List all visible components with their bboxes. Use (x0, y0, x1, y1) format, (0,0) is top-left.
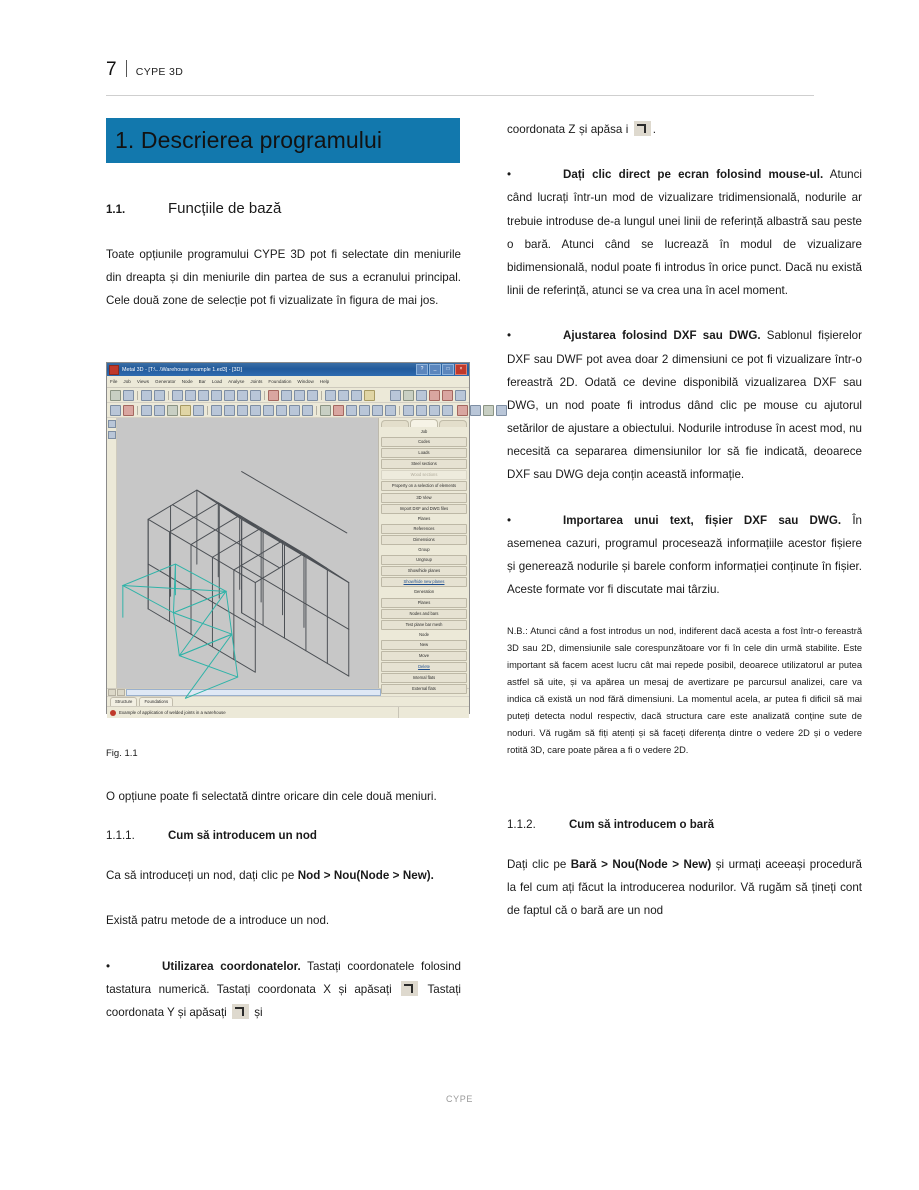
status-text: Example of application of welded joints in a warehouse (119, 710, 226, 715)
side-menu-item-loads[interactable]: Loads (381, 448, 467, 458)
side-menu-item-internal-flats[interactable]: Internal flats (381, 673, 467, 683)
toolbar-separator (137, 391, 138, 400)
figure-caption: Fig. 1.1 (106, 748, 138, 759)
continued-text-b: . (652, 123, 656, 136)
side-menu-item-delete[interactable]: Delete (381, 662, 467, 672)
left-column (106, 200, 461, 335)
toolbar-separator (168, 391, 169, 400)
bar-split-icon[interactable] (154, 405, 165, 416)
bullet-mouse-click (507, 163, 862, 302)
side-menu-item-wood-sections: Wood sections (381, 470, 467, 480)
side-menu-item-planes-generation[interactable]: Planes (381, 598, 467, 608)
side-menu-item-test-plane-bar-mesh[interactable]: Test plane bar mesh (381, 620, 467, 630)
vtool-pointer-icon[interactable] (108, 420, 116, 428)
node-delete-icon[interactable] (123, 405, 134, 416)
load-area-icon[interactable] (359, 405, 370, 416)
load-line-icon[interactable] (346, 405, 357, 416)
help-toolbar-icon[interactable] (455, 390, 466, 401)
side-menu-item-steel-sections[interactable]: Steel sections (381, 459, 467, 469)
help-button[interactable]: ? (416, 364, 428, 375)
bar-click-post: și urmați aceeași procedură la fel cum ați făcut la introducerea nodurilor. Vă rugăm să țineți cont de faptul că o bară are un nod (507, 857, 862, 917)
side-tab-2[interactable] (410, 419, 438, 427)
enter-key-icon (232, 1004, 249, 1019)
minimize-button[interactable]: _ (429, 364, 441, 375)
bar-group-icon[interactable] (167, 405, 178, 416)
close-button[interactable]: × (455, 364, 467, 375)
app-status-bar (107, 706, 469, 718)
after-figure-paragraph: O opțiune poate fi selectată dintre oricare din cele două meniuri. (106, 790, 437, 803)
offset-icon[interactable] (302, 405, 313, 416)
bar-click-pre: Dați clic pe (507, 857, 571, 871)
subsection-heading-node (106, 830, 461, 842)
side-tab-1[interactable] (381, 420, 409, 427)
render-icon[interactable] (416, 390, 427, 401)
vertical-toolbar (107, 418, 117, 688)
menu-item-analyse[interactable]: Analyse (228, 379, 245, 384)
bullet-mouse-text: Atunci când lucrați într-un mod de vizualizare tridimensională, nodurile ar trebuie introduse de-a lungul unei linii de referință albastră sau peste o bară. Atunci când se lucrează în modul de vizualizare bidimensională, nodul poate fi introdus în orice punct. Dacă nu există linii de referință, atunci se va crea una în acel moment. (507, 168, 862, 298)
menu-item-views[interactable]: Views (136, 379, 149, 384)
layers-icon[interactable] (338, 390, 349, 401)
chapter-title: 1. Descrierea programului (115, 127, 383, 153)
side-menu-group-planes: Planes (417, 515, 431, 521)
section-number: 1.1. (106, 204, 126, 216)
right-column (507, 118, 862, 944)
print-icon[interactable] (268, 390, 279, 401)
globe-icon[interactable] (390, 390, 401, 401)
bullet-coordinates-text-a: Tastați coordonatele folosind tastatura numerică. Tastați coordonata X și apăsați (106, 959, 461, 996)
side-menu-tabs (381, 419, 467, 427)
menu-item-file[interactable]: File (110, 379, 118, 384)
save-icon[interactable] (123, 390, 134, 401)
align-icon[interactable] (289, 405, 300, 416)
toolbar-separator (264, 391, 265, 400)
divide-icon[interactable] (211, 405, 222, 416)
section-icon[interactable] (180, 405, 191, 416)
page-header (106, 58, 814, 94)
scroll-thumb[interactable] (126, 689, 381, 696)
bullet-marker: • (106, 959, 111, 973)
figure-cype3d-screenshot (106, 362, 470, 714)
undo-icon[interactable] (141, 390, 152, 401)
plane-xz-icon[interactable] (429, 405, 440, 416)
model-3d-canvas[interactable] (117, 418, 378, 688)
zoom-previous-icon[interactable] (224, 390, 235, 401)
load-combination-icon[interactable] (372, 405, 383, 416)
side-menu-group-node: Node (419, 631, 429, 637)
menu-item-node[interactable]: Node (181, 379, 193, 384)
menu-item-load[interactable]: Load (211, 379, 223, 384)
app-bottom-tabs (107, 696, 469, 706)
side-menu-item-property-selection[interactable]: Property on a selection of elements (381, 481, 467, 491)
app-menu-bar (107, 376, 469, 388)
zoom-window-icon[interactable] (185, 390, 196, 401)
export-icon[interactable] (483, 405, 494, 416)
status-cell (398, 707, 469, 718)
side-menu-item-show-hide-planes[interactable]: Show/hide planes (381, 566, 467, 576)
zoom-in-icon[interactable] (198, 390, 209, 401)
menu-item-bar[interactable]: Bar (198, 379, 206, 384)
diagram-icon[interactable] (385, 405, 396, 416)
scroll-left-arrow-icon[interactable] (108, 689, 116, 696)
properties-icon[interactable] (470, 405, 481, 416)
subsection-number-bar: 1.1.2. (507, 818, 536, 831)
bullet-coordinates (106, 955, 461, 1025)
side-menu-item-dimensions[interactable]: Dimensions (381, 535, 467, 545)
load-surface-icon[interactable] (320, 405, 331, 416)
side-menu-group-generation: Generation (413, 589, 435, 595)
bullet-marker: • (507, 513, 512, 527)
bullet-coordinates-text-c: și (254, 1005, 263, 1019)
menu-item-generator[interactable]: Generator (155, 379, 176, 384)
app-workspace (107, 418, 469, 692)
app-toolbar-row-1 (107, 388, 469, 403)
app-window-title: Metal 3D - [T:\...\Warehouse example 1.ed3] - [3D] (122, 366, 242, 373)
header-rule (106, 95, 814, 96)
app-icon (109, 365, 119, 375)
node-new-icon[interactable] (110, 405, 121, 416)
intro-paragraph: Toate opțiunile programului CYPE 3D pot fi selectate din meniurile din dreapta și din meniurile din partea de sus a ecranului principal. Cele două zone de selecție pot fi vizualizate în figura de mai jos. (106, 248, 461, 308)
side-menu-item-external-flats[interactable]: External flats (381, 684, 467, 694)
report-icon[interactable] (442, 390, 453, 401)
side-menu-group-group: Group (418, 547, 430, 553)
node-click-bold: Nod > Nou(Node > New). (297, 869, 434, 883)
window-buttons (416, 364, 467, 375)
side-menu-item-ungroup[interactable]: Ungroup (381, 555, 467, 565)
bullet-dxf-snap (507, 324, 862, 486)
bullet-marker: • (507, 168, 512, 182)
snap-icon[interactable] (364, 390, 375, 401)
section-title: Funcțiile de bază (168, 200, 282, 217)
vtool-node-icon[interactable] (108, 431, 116, 439)
plane-yz-icon[interactable] (416, 405, 427, 416)
bullet-marker: • (507, 329, 512, 343)
menu-item-help[interactable]: Help (319, 379, 330, 384)
side-menu-item-show-hide-new-planes[interactable]: Show/hide new planes (381, 577, 467, 587)
side-tab-3[interactable] (439, 420, 467, 427)
scroll-right-arrow-icon[interactable] (117, 689, 125, 696)
side-menu-item-import-dxf-dwg[interactable]: Import DXF and DWG files (381, 504, 467, 514)
bar-new-icon[interactable] (141, 405, 152, 416)
enter-key-icon (401, 981, 418, 996)
mirror-icon[interactable] (237, 405, 248, 416)
header-doc-title: CYPE 3D (135, 66, 184, 78)
side-menu-item-3d-view[interactable]: 3D View (381, 493, 467, 503)
chapter-banner (106, 118, 460, 163)
new-file-icon[interactable] (110, 390, 121, 401)
bullet-dxf-bold: Ajustarea folosind DXF sau DWG. (563, 329, 761, 343)
side-menu-item-new[interactable]: New (381, 640, 467, 650)
pan-icon[interactable] (237, 390, 248, 401)
select-icon[interactable] (325, 390, 336, 401)
zoom-all-icon[interactable] (172, 390, 183, 401)
bar-click-bold: Bară > Nou(Node > New) (570, 857, 712, 871)
move-icon[interactable] (263, 405, 274, 416)
page-footer (0, 1094, 919, 1104)
grid-icon[interactable] (351, 390, 362, 401)
wireframe-model (117, 418, 378, 681)
paragraph-four-methods: Există patru metode de a introduce un nod. (106, 914, 330, 928)
menu-item-foundation[interactable]: Foundation (268, 379, 292, 384)
bottom-tab-structure[interactable]: Structure (110, 697, 137, 706)
menu-item-job[interactable]: Job (123, 379, 131, 384)
bullet-import-bold: Importarea unui text, fișier DXF sau DWG. (563, 513, 842, 527)
bullet-dxf-text: Sablonul fișierelor DXF sau DWF pot avea doar 2 dimensiuni ce pot fi vizualizare într-o fereastră 2D. Odată ce devine disponibilă vizualizarea DXF sau DWG, un nod poate fi introdus dând clic pe mouse cu ajutorul setărilor de ajustare a obiectului. Nodurile introduse în acest mod, nu necesită ca separarea dimensiunilor lor să fie indicată, deoarece DXF sau DWG deja conțin această informație. (507, 329, 862, 482)
app-title-bar (107, 363, 469, 376)
toolbar-separator (316, 406, 317, 415)
subsection-title-bar: Cum să introducem o bară (569, 818, 715, 831)
view-3d-icon[interactable] (403, 390, 414, 401)
copy-elements-icon[interactable] (276, 405, 287, 416)
plane-xy-icon[interactable] (403, 405, 414, 416)
subsection-heading-bar (507, 819, 862, 831)
measure-icon[interactable] (294, 390, 305, 401)
toolbar-separator (137, 406, 138, 415)
bullet-mouse-bold: Dați clic direct pe ecran folosind mouse-ul. (563, 168, 824, 182)
support-icon[interactable] (193, 405, 204, 416)
angle-icon[interactable] (211, 390, 222, 401)
load-point-icon[interactable] (333, 405, 344, 416)
redo-icon[interactable] (154, 390, 165, 401)
menu-item-joints[interactable]: Joints (250, 379, 263, 384)
app-side-menu (378, 418, 469, 692)
enter-key-icon (634, 121, 651, 136)
settings-icon[interactable] (496, 405, 507, 416)
rotate-icon[interactable] (250, 405, 261, 416)
bullet-import-dxf (507, 509, 862, 602)
header-divider (126, 60, 127, 77)
redraw-icon[interactable] (250, 390, 261, 401)
section-heading (106, 200, 461, 217)
bullet-import-text: În asemenea cazuri, programul procesează informațiile acestor fișiere și generează nodurile și barele conform informației conținute în fișier. Aceste formate vor fi discutate mai târziu. (507, 513, 863, 597)
subsection-title: Cum să introducem un nod (168, 830, 317, 843)
subsection-number: 1.1.1. (106, 830, 135, 843)
side-menu-item-references[interactable]: References (381, 524, 467, 534)
paragraph-bar-click (507, 853, 862, 923)
toolbar-separator (399, 406, 400, 415)
side-menu-item-nodes-and-bars[interactable]: Nodes and bars (381, 609, 467, 619)
menu-item-window[interactable]: Window (297, 379, 314, 384)
continued-text-a: coordonata Z și apăsa i (507, 123, 629, 136)
merge-icon[interactable] (224, 405, 235, 416)
side-menu-group-job: Job (420, 429, 428, 434)
bullet-coordinates-bold: Utilizarea coordonatelor. (162, 959, 301, 973)
bottom-tab-foundations[interactable]: Foundations (139, 697, 173, 706)
toolbar-separator (207, 406, 208, 415)
app-toolbar-row-2 (107, 403, 469, 418)
footer-brand: CYPE (446, 1094, 473, 1104)
stop-icon[interactable] (457, 405, 468, 416)
analysis-icon[interactable] (429, 390, 440, 401)
toolbar-separator (321, 391, 322, 400)
paragraph-continued-z (507, 118, 862, 141)
edit-icon[interactable] (307, 390, 318, 401)
left-column-lower (106, 738, 461, 1046)
side-menu-item-codes[interactable]: Codes (381, 437, 467, 447)
node-click-pre: Ca să introduceți un nod, dați clic pe (106, 869, 298, 883)
side-menu-item-move[interactable]: Move (381, 651, 467, 661)
paragraph-node-click (106, 864, 461, 887)
maximize-button[interactable]: □ (442, 364, 454, 375)
page-number: 7 (106, 59, 117, 80)
note-paragraph: N.B.: Atunci când a fost introdus un nod, indiferent dacă acesta a fost într-o fereastră 3D sau 2D, dimensiunile sale corespunzătoare vor fi în cele din urmă stabilite. Este important să facem acest lucru cât mai repede posibil, deoarece utilizatorul ar putea astfel să uite, și va apărea un mesaj de avertizare pe parcursul analizei, care va indica că există un nod fără dimensiuni. La momentul acela, ar putea fi dificil să mai puteți detecta nodul respectiv, dacă structura care este analizată conține sute de noduri. Vă rugăm să fiți atenți și să faceți diferența dintre o vedere 2D și o vedere rotită 3D, care poate părea a fi o vedere 2D. (507, 626, 862, 755)
bullet-coordinates-text-b: Tastați coordonata Y și apăsați (106, 982, 461, 1019)
copy-icon[interactable] (281, 390, 292, 401)
dimension-icon[interactable] (442, 405, 453, 416)
status-icon (110, 710, 116, 716)
